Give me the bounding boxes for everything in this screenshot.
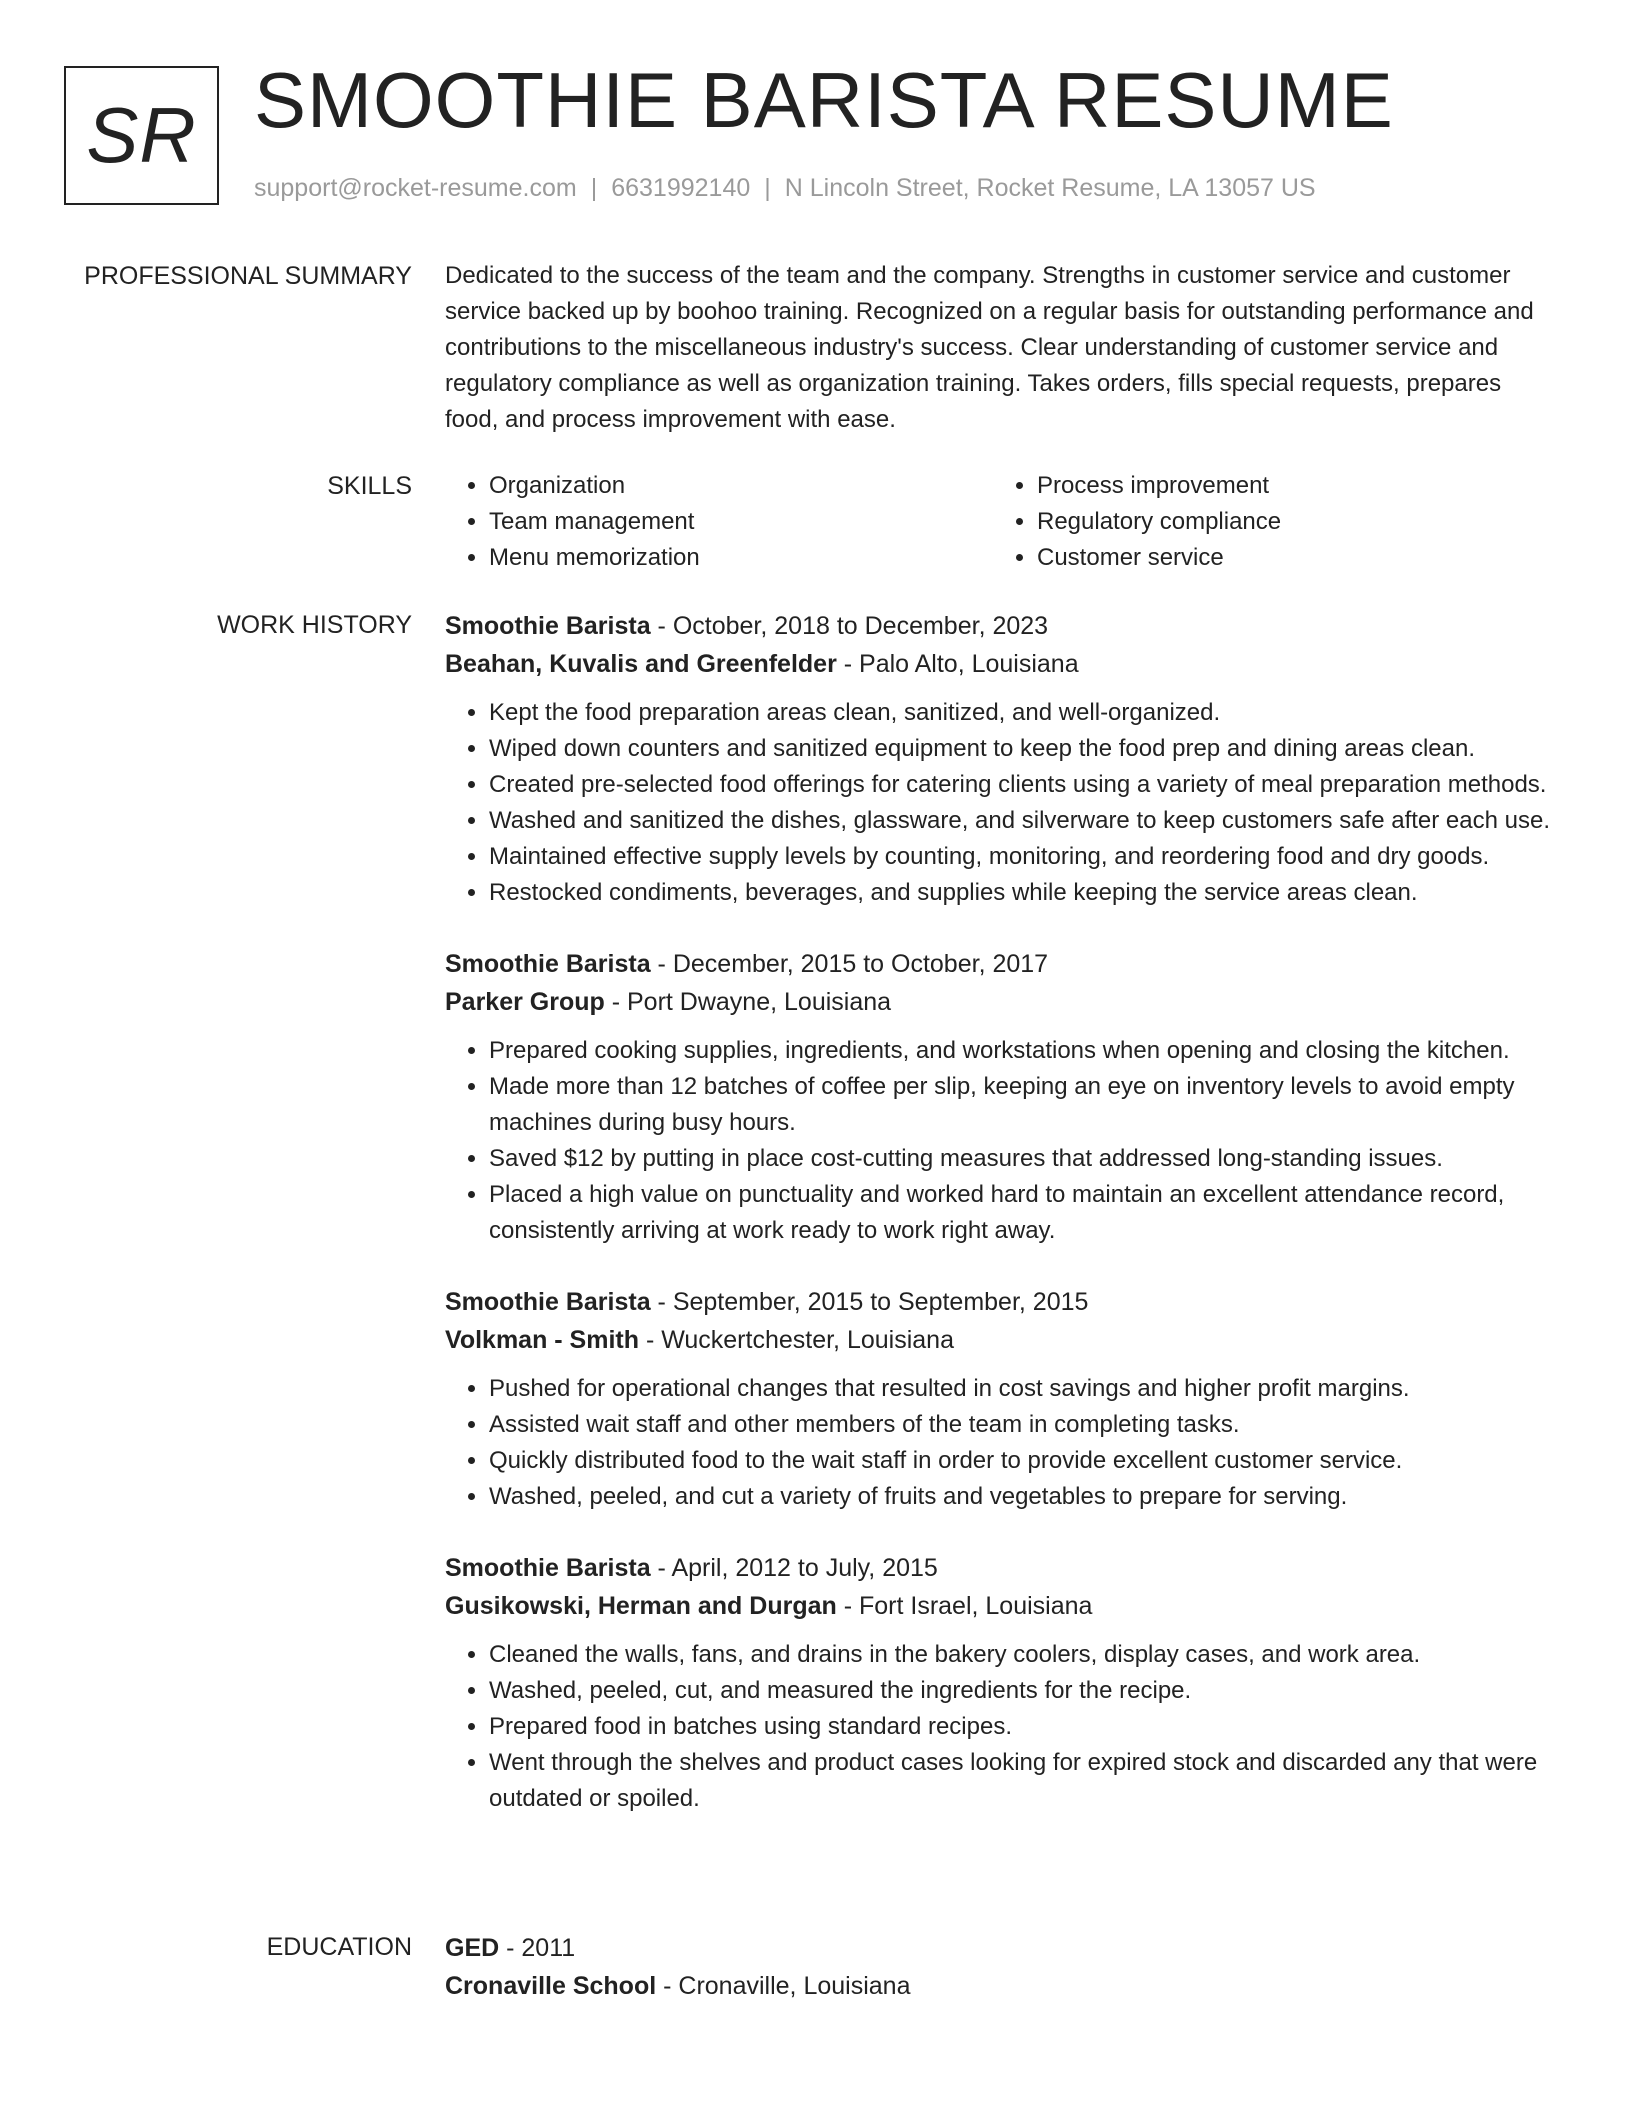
- skills-grid: [445, 468, 1550, 576]
- job-title-line: [445, 1283, 1550, 1321]
- skills-body: [445, 468, 1550, 576]
- job-company-line: [445, 645, 1550, 683]
- job-location: - Palo Alto, Louisiana: [836, 650, 1079, 678]
- summary-body: [445, 258, 1550, 438]
- job-dates: - December, 2015 to October, 2017: [650, 950, 1049, 978]
- education-school-line: [445, 1967, 1550, 2005]
- contact-address: N Lincoln Street, Rocket Resume, LA 13057 US: [784, 174, 1316, 202]
- job-bullet: • Prepared food in batches using standard recipes.: [489, 1709, 1550, 1745]
- job-company-line: [445, 1587, 1550, 1625]
- skill-item: • Process improvement: [1037, 468, 1541, 504]
- section-label-work-history: WORK HISTORY: [217, 611, 412, 639]
- job-entry: [445, 1283, 1550, 1515]
- skill-item: • Organization: [489, 468, 993, 504]
- job-bullet: • Placed a high value on punctuality and worked hard to maintain an excellent attendance record, consistently arriving at work ready to work right away.: [489, 1177, 1550, 1249]
- job-bullet: • Cleaned the walls, fans, and drains in the bakery coolers, display cases, and work area.: [489, 1637, 1550, 1673]
- job-entry: [445, 607, 1550, 911]
- job-dates: - September, 2015 to September, 2015: [650, 1288, 1089, 1316]
- section-label-summary: PROFESSIONAL SUMMARY: [84, 262, 412, 290]
- job-bullets: [445, 1637, 1550, 1817]
- job-company-line: [445, 1321, 1550, 1359]
- summary-text: Dedicated to the success of the team and the company. Strengths in customer service and customer service backed up by boohoo training. Recognized on a regular basis for outstanding performance and contributions to the miscellaneous industry's success. Clear understanding of customer service and regulatory compliance as well as organization training. Takes orders, fills special requests, prepares food, and process improvement with ease.: [445, 262, 1534, 433]
- education-school: Cronaville School: [445, 1972, 657, 2000]
- job-dates: - October, 2018 to December, 2023: [650, 612, 1049, 640]
- skills-list-left: [445, 468, 993, 576]
- contact-phone[interactable]: 6631992140: [611, 174, 751, 202]
- job-bullet: • Washed, peeled, cut, and measured the ingredients for the recipe.: [489, 1673, 1550, 1709]
- education-year: - 2011: [499, 1934, 576, 1962]
- job-bullet: • Quickly distributed food to the wait staff in order to provide excellent customer service.: [489, 1443, 1550, 1479]
- job-bullets: [445, 695, 1550, 911]
- section-label-education: EDUCATION: [266, 1933, 412, 1961]
- skill-item: • Customer service: [1037, 540, 1541, 576]
- job-bullets: [445, 1371, 1550, 1515]
- education-location: - Cronaville, Louisiana: [656, 1972, 911, 2000]
- job-bullet: • Went through the shelves and product cases looking for expired stock and discarded any that were outdated or spoiled.: [489, 1745, 1550, 1817]
- job-bullet: • Assisted wait staff and other members of the team in completing tasks.: [489, 1407, 1550, 1443]
- job-title-line: [445, 1549, 1550, 1587]
- job-bullet: • Maintained effective supply levels by counting, monitoring, and reordering food and dry goods.: [489, 839, 1550, 875]
- job-bullet: • Kept the food preparation areas clean, sanitized, and well-organized.: [489, 695, 1550, 731]
- job-entry: [445, 1549, 1550, 1817]
- job-location: - Fort Israel, Louisiana: [836, 1592, 1093, 1620]
- job-location: - Wuckertchester, Louisiana: [639, 1326, 954, 1354]
- work-history-body: [445, 607, 1550, 1851]
- job-bullet: • Saved $12 by putting in place cost-cutting measures that addressed long-standing issues.: [489, 1141, 1550, 1177]
- skill-item: • Menu memorization: [489, 540, 993, 576]
- job-title-line: [445, 945, 1550, 983]
- skill-item: • Team management: [489, 504, 993, 540]
- job-entry: [445, 945, 1550, 1249]
- job-title: Smoothie Barista: [445, 612, 651, 640]
- contact-email[interactable]: support@rocket-resume.com: [254, 174, 577, 202]
- section-label-skills: SKILLS: [327, 472, 412, 500]
- job-bullet: • Washed, peeled, and cut a variety of fruits and vegetables to prepare for serving.: [489, 1479, 1550, 1515]
- job-bullet: • Made more than 12 batches of coffee per slip, keeping an eye on inventory levels to avoid empty machines during busy hours.: [489, 1069, 1550, 1141]
- resume-title: SMOOTHIE BARISTA RESUME: [254, 56, 1394, 144]
- education-degree: GED: [445, 1934, 500, 1962]
- job-title-line: [445, 607, 1550, 645]
- job-bullet: • Pushed for operational changes that resulted in cost savings and higher profit margins.: [489, 1371, 1550, 1407]
- education-degree-line: [445, 1929, 1550, 1967]
- job-bullet: • Restocked condiments, beverages, and supplies while keeping the service areas clean.: [489, 875, 1550, 911]
- education-body: [445, 1929, 1550, 2005]
- skills-list-right: [993, 468, 1541, 576]
- job-bullet: • Prepared cooking supplies, ingredients, and workstations when opening and closing the kitchen.: [489, 1033, 1550, 1069]
- job-bullets: [445, 1033, 1550, 1249]
- job-title: Smoothie Barista: [445, 950, 651, 978]
- contact-separator: |: [764, 174, 771, 202]
- job-company: Gusikowski, Herman and Durgan: [445, 1592, 837, 1620]
- job-title: Smoothie Barista: [445, 1554, 651, 1582]
- job-bullet: • Created pre-selected food offerings for catering clients using a variety of meal preparation methods.: [489, 767, 1550, 803]
- monogram-logo: SR: [64, 66, 219, 205]
- job-title: Smoothie Barista: [445, 1288, 651, 1316]
- contact-separator: |: [590, 174, 598, 202]
- job-company: Beahan, Kuvalis and Greenfelder: [445, 650, 837, 678]
- job-company-line: [445, 983, 1550, 1021]
- job-location: - Port Dwayne, Louisiana: [604, 988, 892, 1016]
- job-company: Volkman - Smith: [445, 1326, 640, 1354]
- job-company: Parker Group: [445, 988, 605, 1016]
- job-bullet: • Washed and sanitized the dishes, glassware, and silverware to keep customers safe after each use.: [489, 803, 1550, 839]
- job-dates: - April, 2012 to July, 2015: [650, 1554, 938, 1582]
- skill-item: • Regulatory compliance: [1037, 504, 1541, 540]
- job-bullet: • Wiped down counters and sanitized equipment to keep the food prep and dining areas clean.: [489, 731, 1550, 767]
- contact-line: [254, 174, 1316, 203]
